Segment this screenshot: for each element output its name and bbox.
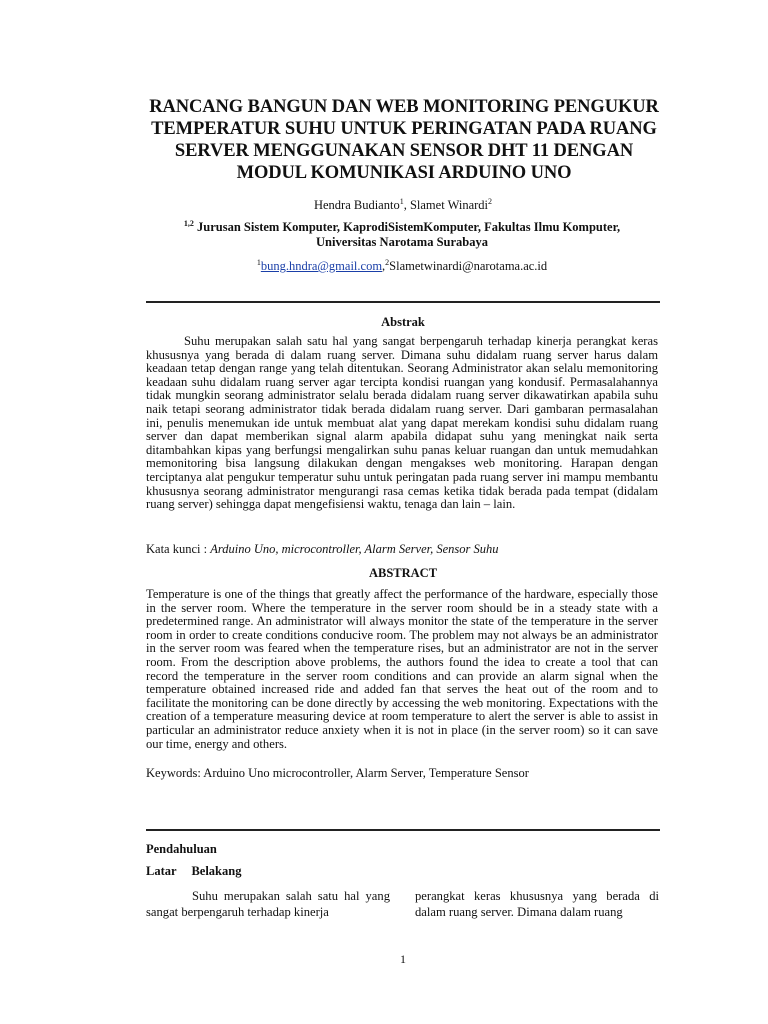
abstract-keywords: Keywords: Arduino Uno microcontroller, Alarm Server, Temperature Sensor xyxy=(146,766,529,780)
title-line: RANCANG BANGUN DAN WEB MONITORING PENGUKUR xyxy=(149,97,659,117)
email-text: Slametwinardi@narotama.ac.id xyxy=(389,259,548,273)
abstract-body: Temperature is one of the things that greatly affect the performance of the hardware, especially those in the server room. Where the temperature in the server room should be in a steady state with a predetermined range. An administrator will always monitor the state of the temperature in the server room in order to create conditions conducive room. The problem may not always be an administrator in the server room was feared when the temperature rises, but an administrator are not in the server room. From the description above problems, the authors found the idea to create a tool that can record the temperature in the server room conditions and can provide an alarm signal when the temperature obtained increased ride and added fan that serves the heat out of the room and to facilitate the monitoring can be done directly by accessing the web monitoring. Expectations with the creation of a temperature measuring device at room temperature to alert the server is able to assist in particular an administrator reduce anxiety when it is not in place (in the server room) so it can save our time, energy and others. xyxy=(146,587,658,751)
author-separator: , xyxy=(403,198,410,212)
affiliation-sup: 1,2 xyxy=(183,218,194,228)
author-sup: 1 xyxy=(399,196,404,206)
author-list xyxy=(0,198,768,213)
keywords-label: Kata kunci : xyxy=(146,542,211,556)
paper-title xyxy=(130,96,678,184)
author-sup: 2 xyxy=(488,196,493,206)
subsection-heading: Latar Belakang xyxy=(146,864,242,878)
abstract-heading: ABSTRACT xyxy=(368,566,438,580)
title-line: MODUL KOMUNIKASI ARDUINO UNO xyxy=(236,163,572,183)
body-column-right: perangkat keras khususnya yang berada di dalam ruang server. Dimana dalam ruang xyxy=(415,889,659,919)
section-heading: Pendahuluan xyxy=(146,842,217,856)
author-emails xyxy=(146,259,658,274)
title-line: SERVER MENGGUNAKAN SENSOR DHT 11 DENGAN xyxy=(174,141,634,161)
abstrak-keywords xyxy=(146,542,658,557)
abstrak-body: Suhu merupakan salah satu hal yang sangat berpengaruh terhadap kinerja perangkat keras khususnya yang berada di dalam ruang server. Dimana suhu didalam ruang server harus dalam keadaan tetap dengan range yang telah ditentukan. Seorang Administrator akan selalu memonitoring keadaan suhu didalam ruang server agar tercipta kondisi ruangan yang kondusif. Permasalahannya tidak mungkin seorang administrator selalu berada didalam ruang server dikawatirkan apabila suhu naik tetapi seorang administrator tidak berada didalam ruang server. Dari gambaran permasalahan ini, penulis menemukan ide untuk membuat alat yang dapat merekam kondisi suhu didalam ruang server dan dapat memberikan signal alarm apabila didapat suhu yang meningkat naik serta ditambahkan kipas yang berfungsi mengalirkan suhu panas keluar ruangan dan untuk memudahkan memonitoring bisa langsung dilakukan dengan mengakses web monitoring. Harapan dengan terciptanya alat pengukur temperatur suhu untuk peringatan pada ruang server ini mampu membantu khususnya seorang administrator mengurangi rasa cemas ketika tidak berada pada tempat (didalam ruang server) sehingga dapat mengefisiensi waktu, tenaga dan lain – lain. xyxy=(146,334,658,512)
email-separator: , xyxy=(382,259,386,273)
body-column-left: Suhu merupakan salah satu hal yang sangat berpengaruh terhadap kinerja xyxy=(146,889,390,919)
keywords-text: Arduino Uno, microcontroller, Alarm Server, Sensor Suhu xyxy=(210,542,499,556)
affiliation-line: Jurusan Sistem Komputer, KaprodiSistemKomputer, Fakultas Ilmu Komputer, xyxy=(197,220,621,234)
email-sup: 2 xyxy=(385,257,390,267)
affiliation xyxy=(146,220,658,250)
email-sup: 1 xyxy=(256,257,261,267)
title-line: TEMPERATUR SUHU UNTUK PERINGATAN PADA RUANG xyxy=(151,119,657,139)
affiliation-line: Universitas Narotama Surabaya xyxy=(316,235,488,249)
page-number: 1 xyxy=(400,952,406,966)
section-divider xyxy=(146,829,660,831)
abstrak-heading: Abstrak xyxy=(381,315,425,329)
header-divider xyxy=(146,301,660,303)
email-link[interactable]: bung.hndra@gmail.com xyxy=(260,259,383,273)
author-name: Slamet Winardi xyxy=(409,198,489,212)
author-name: Hendra Budianto xyxy=(313,198,400,212)
